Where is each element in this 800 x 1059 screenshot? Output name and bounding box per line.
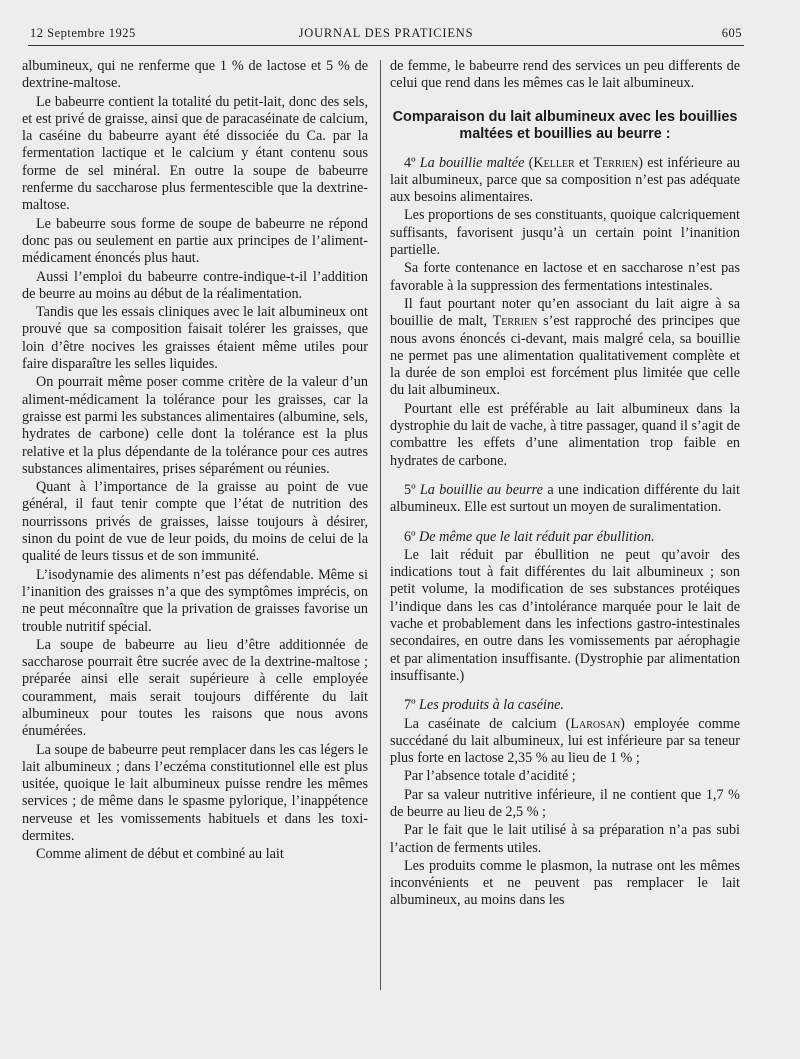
section-title: La bouillie au beurre [419,481,543,498]
paragraph: On pourrait même poser comme critère de la valeur d’un aliment-médicament la tolérance pour les graisses, car la graisse est parmi les substances alimentaires (albumine, sels, hydrates de carbone) celle dont la tolérance est la plus relative et la plus dépendante de la tolérance pour ces autres substances alimentaires, prises séparément ou réunies. [22,374,368,477]
author-name: Terrien [593,154,639,171]
paragraph: Le babeurre sous forme de soupe de babeurre ne répond donc pas ou seulement en partie aux principes de l’aliment-médicament énoncés plus haut. [22,215,368,267]
text-fragment: Il faut pourtant noter qu’en associant du lait aigre à sa bouillie de malt, [390,295,740,330]
paragraph: Quant à l’importance de la graisse au point de vue général, il faut tenir compte que l’état de nutrition des nourrissons privés de graisses, laisse toujours à désirer, sinon du point de vue de leur poids, du moins de celui de la qualité de leurs tissus et de son immunité. [22,479,368,565]
paragraph: Sa forte contenance en lactose et en saccharose n’est pas favorable à la suppression des fermentations intestinales. [390,260,740,294]
paragraph: Les proportions de ses constituants, quoique calcriquement suffisants, favorisent jusqu’à un certain point l’inanition partielle. [390,207,740,259]
section-number: 7º [404,697,416,714]
header-page-number: 605 [721,26,742,40]
text-fragment: s’est rapproché des principes que nous avons énoncés ci-devant, mais malgré cela, sa bouillie ne permet pas une alimentation qualitativement complète et la durée de son emploi est forcément plus limitée que celle du lait albumineux. [390,313,741,399]
product-name: Larosan [570,715,621,732]
author-name: Terrien [492,313,538,330]
paragraph: La soupe de babeurre au lieu d’être additionnée de saccharose pourrait être sucrée avec de la dextrine-maltose ; préparée ainsi elle serait supérieure à celle employée couramment, mais serait toujours différente du lait albumineux pour toutes les raisons que nous avons énumérées. [22,636,368,740]
section-heading: Comparaison du lait albumineux avec les bouillies maltées et bouillies au beurre : [392,108,738,142]
paragraph: Comme aliment de début et combiné au lait [36,846,284,863]
paragraph: Tandis que les essais cliniques avec le lait albumineux ont prouvé que sa composition faisait tolérer les graisses, que loin d’être nocives les graisses étaient même utiles pour faire disparaître les selles liquides. [22,304,368,373]
paragraph: Les produits comme le plasmon, la nutrase ont les mêmes inconvénients et ne peuvent pas remplacer le lait albumineux, au moins dans les [390,857,740,909]
paragraph: de femme, le babeurre rend des services un peu differents de celui que rend dans les mêmes cas le lait albumineux. [390,58,740,92]
text-fragment: ) est inférieure au lait albumineux, parce que sa composition n’est pas adéquate aux besoins alimentaires. [390,154,740,206]
section-number: 4º [404,154,416,171]
text-fragment: ) employée comme succédané du lait albumineux, lui est inférieure par sa teneur plus forte en lactose 2,35 % au lieu de 1 % ; [390,715,741,767]
text-fragment: a une indication différente du lait albumineux. Elle est surtout un moyen de suralimentation. [390,481,741,516]
text-fragment: La caséinate de calcium ( [404,715,571,732]
header-date: 12 Septembre 1925 [30,26,136,40]
section-title: De même que le lait réduit par ébullition. [419,528,655,545]
section-number: 6º [404,528,416,545]
column-divider [380,60,381,990]
section-6-title [390,529,740,546]
paragraph: Par l’absence totale d’acidité ; [404,768,576,785]
paragraph: Par le fait que le lait utilisé à sa préparation n’a pas subi l’action de ferments utiles. [390,822,740,856]
text-fragment: ( [524,154,534,171]
left-column [22,58,368,865]
header-rule [28,45,744,46]
section-number: 5º [404,481,416,498]
paragraph: Le babeurre contient la totalité du petit-lait, donc des sels, et est privé de graisse, ainsi que de paracaséinate de calcium, la caséine du babeurre ayant été dissociée du Ca. par la fermentation lactique et le calcium y étant contenu sous forme de sel minéral. En outre la soupe de babeurre renferme du saccharose plus fermentescible que la dextrine-maltose. [22,93,368,214]
section-7-title [390,697,740,714]
section-5-paragraph [390,482,740,517]
section-title: Les produits à la caséine. [419,697,564,714]
paragraph [390,296,740,400]
paragraph: La soupe de babeurre peut remplacer dans les cas légers le lait albumineux ; dans l’eczéma constitutionnel elle est plus usitée, quoique le lait albumineux puisse rendre les mêmes services ; de même dans le spasme pylorique, l’inappétence nerveuse et les vomissements habituels et dans les toxi-dermites. [22,741,368,845]
header-journal-title: JOURNAL DES PRATICIENS [298,26,474,40]
section-title: La bouillie maltée [419,154,525,171]
paragraph [390,716,740,768]
paragraph: albumineux, qui ne renferme que 1 % de lactose et 5 % de dextrine-maltose. [22,58,368,92]
text-fragment: et [574,154,594,171]
paragraph: Pourtant elle est préférable au lait albumineux dans la dystrophie du lait de vache, à titre passager, quand il s’agit de combattre les effets d’une alimentation trop faible en hydrates de carbone. [390,400,740,469]
author-name: Keller [533,154,575,171]
paragraph: Le lait réduit par ébullition ne peut qu’avoir des indications tout à fait différentes du lait albumineux ; son petit volume, la modification de ses substances protéiques l’indique dans les cas d’intolérance marquée pour le lait de vache et probablement dans les infections gastro-intestinales secondaires, en outre dans les vomissements par aérophagie et par alimentation insuffisante. (Dystrophie par alimentation insuffisante.) [390,546,740,684]
paragraph: Aussi l’emploi du babeurre contre-indique-t-il l’addition de beurre au moins au début de la réalimentation. [22,268,368,302]
section-4-paragraph [390,155,740,207]
paragraph: L’isodynamie des aliments n’est pas défendable. Même si l’inanition des graisses n’a que des symptômes imprécis, on ne peut méconnaître que la privation de graisses favorise un trouble nutritif spécial. [22,566,368,635]
paragraph: Par sa valeur nutritive inférieure, il ne contient que 1,7 % de beurre au lieu de 2,5 % ; [390,786,740,820]
right-column [390,58,740,911]
